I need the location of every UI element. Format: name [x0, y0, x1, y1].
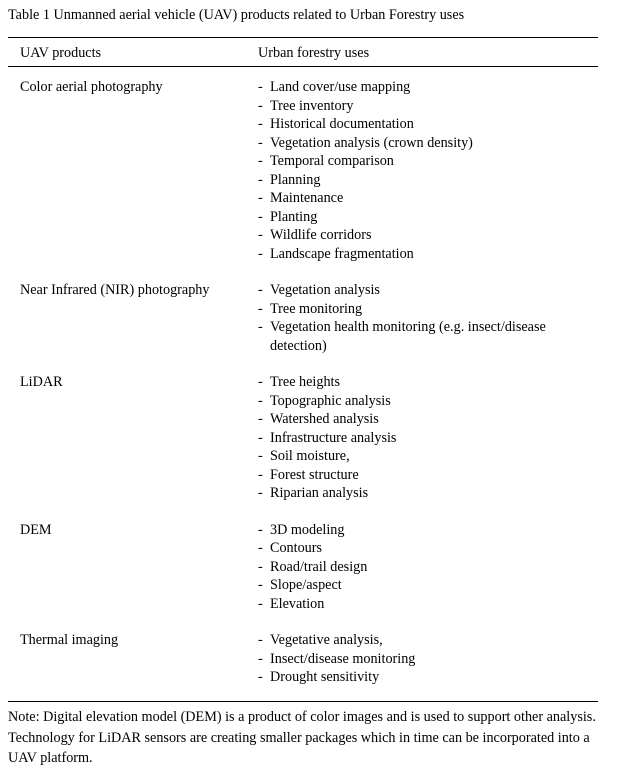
use-list-item [258, 152, 598, 171]
bullet-dash-icon: - [258, 282, 263, 298]
use-list-item [258, 447, 598, 466]
use-list-item [258, 484, 598, 503]
urban-forestry-uses-cell [258, 78, 598, 263]
use-list-item [258, 539, 598, 558]
bullet-dash-icon: - [258, 650, 263, 667]
use-list-item-label: Vegetation health monitoring (e.g. insect/disease detection) [270, 319, 546, 354]
uav-product-cell: Thermal imaging [20, 632, 119, 648]
column-header-uav-products: UAV products [20, 45, 102, 61]
use-list-item-label: Historical documentation [270, 116, 414, 132]
bullet-dash-icon: - [258, 374, 263, 390]
bullet-dash-icon: - [258, 319, 263, 335]
use-list-item-label: Tree inventory [270, 97, 354, 114]
bullet-dash-icon: - [258, 632, 263, 648]
use-list-item-label: Tree monitoring [270, 300, 363, 317]
use-list-item-label: Land cover/use mapping [270, 79, 411, 95]
bullet-dash-icon: - [258, 521, 263, 538]
use-list-item [258, 392, 598, 411]
bullet-dash-icon: - [258, 300, 263, 317]
use-list-item [258, 318, 598, 355]
bullet-dash-icon: - [258, 392, 263, 409]
use-list-item [258, 521, 598, 540]
use-list-item-label: Infrastructure analysis [270, 429, 397, 446]
table-header-rule [8, 66, 598, 67]
bullet-dash-icon: - [258, 190, 263, 206]
use-list-item [258, 171, 598, 190]
use-list-item [258, 668, 598, 687]
table-row [0, 281, 618, 355]
uav-product-cell: Color aerial photography [20, 79, 163, 95]
bullet-dash-icon: - [258, 669, 263, 685]
use-list-item-label: Landscape fragmentation [270, 245, 414, 262]
bullet-dash-icon: - [258, 448, 263, 464]
bullet-dash-icon: - [258, 577, 263, 593]
table-bottom-rule [8, 701, 598, 702]
bullet-dash-icon: - [258, 558, 263, 575]
bullet-dash-icon: - [258, 245, 263, 262]
use-list-item [258, 410, 598, 429]
use-list-item-label: Soil moisture, [270, 448, 350, 464]
use-list-item-label: Planting [270, 208, 318, 225]
use-list-item-label: Contours [270, 540, 323, 556]
use-list-item [258, 281, 598, 300]
bullet-dash-icon: - [258, 171, 263, 188]
table-row [0, 78, 618, 263]
use-list-item [258, 466, 598, 485]
use-list-item-label: Watershed analysis [270, 411, 379, 427]
use-list-item-label: Forest structure [270, 466, 359, 483]
table-note: Note: Digital elevation model (DEM) is a product of color images and is used to support other analysis. Technology for LiDAR sensors are creating smaller packages which in time can be incorporated into a UAV platform. [8, 709, 596, 766]
bullet-dash-icon: - [258, 466, 263, 483]
use-list-item [258, 576, 598, 595]
use-list-item-label: Wildlife corridors [270, 227, 372, 243]
use-list-item-label: Insect/disease monitoring [270, 650, 416, 667]
use-list-item-label: 3D modeling [270, 521, 345, 538]
column-header-urban-forestry-uses: Urban forestry uses [258, 45, 370, 61]
bullet-dash-icon: - [258, 540, 263, 556]
urban-forestry-uses-cell [258, 521, 598, 614]
bullet-dash-icon: - [258, 134, 263, 151]
uav-product-cell: DEM [20, 521, 52, 538]
use-list-item [258, 134, 598, 153]
bullet-dash-icon: - [258, 153, 263, 169]
use-list-item [258, 373, 598, 392]
use-list-item [258, 226, 598, 245]
use-list-item [258, 115, 598, 134]
table-row [0, 521, 618, 614]
use-list-item [258, 189, 598, 208]
use-list-item [258, 97, 598, 116]
use-list-item [258, 245, 598, 264]
use-list-item-label: Vegetation analysis [270, 282, 380, 298]
table-top-rule [8, 37, 598, 38]
bullet-dash-icon: - [258, 227, 263, 243]
table-row [0, 373, 618, 503]
use-list-item-label: Tree heights [270, 374, 341, 390]
use-list-item [258, 429, 598, 448]
use-list-item [258, 208, 598, 227]
bullet-dash-icon: - [258, 79, 263, 95]
bullet-dash-icon: - [258, 97, 263, 114]
bullet-dash-icon: - [258, 429, 263, 446]
use-list-item-label: Road/trail design [270, 558, 368, 575]
use-list-item-label: Riparian analysis [270, 485, 369, 501]
use-list-item [258, 558, 598, 577]
use-list-item [258, 78, 598, 97]
bullet-dash-icon: - [258, 595, 263, 612]
bullet-dash-icon: - [258, 116, 263, 132]
uav-product-cell: Near Infrared (NIR) photography [20, 282, 210, 298]
uav-product-cell: LiDAR [20, 374, 63, 390]
bullet-dash-icon: - [258, 208, 263, 225]
urban-forestry-uses-cell [258, 373, 598, 503]
bullet-dash-icon: - [258, 411, 263, 427]
use-list-item-label: Maintenance [270, 190, 344, 206]
table-header-row [0, 43, 618, 65]
use-list-item-label: Elevation [270, 595, 325, 612]
use-list-item-label: Temporal comparison [270, 153, 394, 169]
use-list-item [258, 650, 598, 669]
urban-forestry-uses-cell [258, 631, 598, 687]
use-list-item-label: Topographic analysis [270, 392, 391, 409]
use-list-item-label: Planning [270, 171, 321, 188]
use-list-item-label: Vegetation analysis (crown density) [270, 134, 473, 151]
bullet-dash-icon: - [258, 485, 263, 501]
use-list-item [258, 595, 598, 614]
urban-forestry-uses-cell [258, 281, 598, 355]
use-list-item-label: Drought sensitivity [270, 669, 380, 685]
table-caption: Table 1 Unmanned aerial vehicle (UAV) products related to Urban Forestry uses [8, 7, 465, 23]
use-list-item [258, 300, 598, 319]
table-body [0, 78, 618, 687]
use-list-item-label: Slope/aspect [270, 577, 342, 593]
use-list-item-label: Vegetative analysis, [270, 632, 383, 648]
use-list-item [258, 631, 598, 650]
table-row [0, 631, 618, 687]
